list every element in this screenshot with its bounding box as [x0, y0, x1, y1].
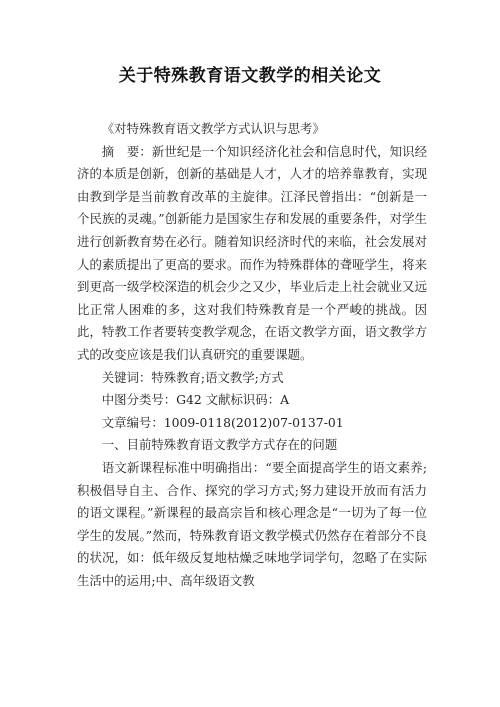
document-body [77, 118, 427, 592]
section-paragraph: 语文新课程标准中明确指出：“要全面提高学生的语文素养;积极倡导自主、合作、探究的学习方式;努力建设开放而有活力的语文课程。”新课程的最高宗旨和核心理念是“一切为了每一位学生的发展。”然而，特殊教育语文教学模式仍然存在着部分不良的状况，如：低年级反复地枯燥乏味地学词学句，忽略了在实际生活中的运用;中、高年级语文教 [77, 459, 427, 588]
document-title: 关于特殊教育语文教学的相关论文 [118, 66, 382, 86]
section-heading: 一、目前特殊教育语文教学方式存在的问题 [101, 437, 338, 453]
abstract-paragraph: 摘 要：新世纪是一个知识经济化社会和信息时代，知识经济的本质是创新，创新的基础是人才，人才的培养靠教育，实现由教到学是当前教育改革的主旋律。江泽民曾指出：“创新是一个民族的灵魂。”创新能力是国家生存和发展的重要条件，对学生进行创新教育势在必行。随着知识经济时代的来临，社会发展对人的素质提出了更高的要求。而作为特殊群体的聋哑学生，将来到更高一级学校深造的机会少之又少，毕业后走上社会就业又远比正常人困难的多，这对我们特殊教育是一个严峻的挑战。因此，特教工作者要转变教学观念，在语文教学方面，语文教学方式的改变应该是我们认真研究的重要课题。 [77, 143, 427, 362]
keywords-line: 关键词：特殊教育;语文教学;方式 [101, 369, 284, 385]
article-number-line: 文章编号：1009-0118(2012)07-0137-01 [101, 414, 344, 430]
article-title: 《对特殊教育语文教学方式认识与思考》 [101, 121, 325, 136]
classification-line: 中图分类号：G42 文献标识码：A [101, 392, 290, 408]
